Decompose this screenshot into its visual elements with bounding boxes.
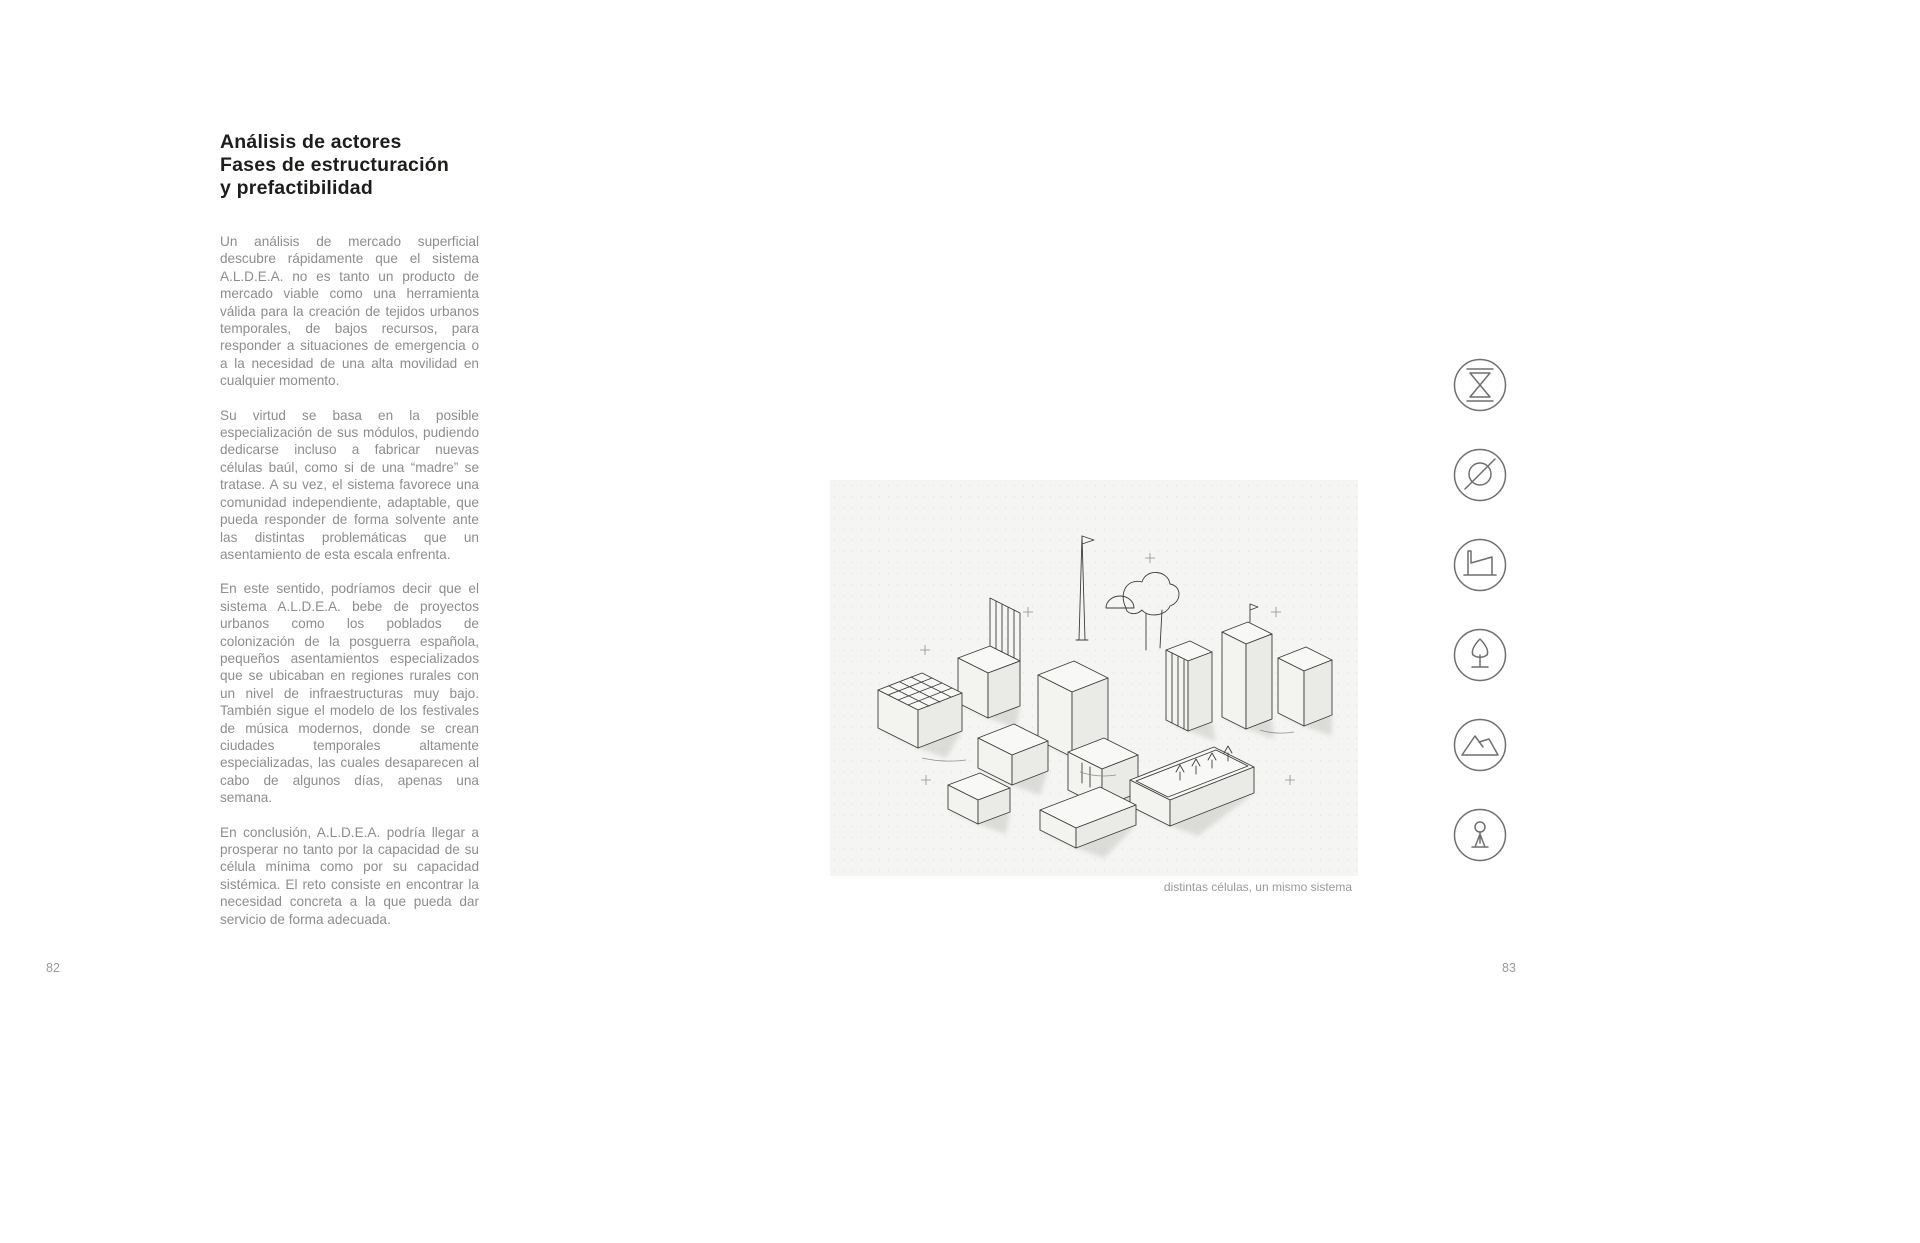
factory-icon (1452, 537, 1508, 593)
module-city-sketch (830, 480, 1358, 876)
body-paragraph: Su virtud se basa en la posible especialización de sus módulos, pudiendo dedicarse incluso a fabricar nuevas células baúl, como si de una “madre” se tratase. A su vez, el sistema favorece una comunidad independiente, adaptable, que pueda responder de forma solvente ante las distintas problemáticas que un asentamiento de esta escala enfrenta. (220, 407, 479, 562)
figure-caption: distintas células, un mismo sistema (1163, 880, 1352, 894)
heading-line-3: y prefactibilidad (220, 177, 373, 199)
mountains-icon (1452, 717, 1508, 773)
heading-line-2: Fases de estructuración (220, 154, 449, 176)
figure-sketch (830, 480, 1358, 876)
no-entry-icon (1452, 447, 1508, 503)
body-paragraph: Un análisis de mercado superficial descubre rápidamente que el sistema A.L.D.E.A. no es tanto un producto de mercado viable como una herramienta válida para la creación de tejidos urbanos temporales, de bajos recursos, para responder a situaciones de emergencia o a la necesidad de una alta movilidad en cualquier momento. (220, 234, 479, 389)
person-icon (1452, 807, 1508, 863)
section-heading (220, 131, 520, 200)
page-number-right: 83 (1502, 961, 1516, 975)
body-paragraph: En conclusión, A.L.D.E.A. podría llegar a prosperar no tanto por la capacidad de su célula mínima como por su capacidad sistémica. El reto consiste en encontrar la necesidad concreta a la que pueda dar servicio de forma adecuada. (220, 824, 479, 927)
tree-icon (1452, 627, 1508, 683)
icon-strip (1452, 357, 1508, 863)
heading-line-1: Análisis de actores (220, 131, 402, 153)
body-text-column (220, 233, 479, 945)
body-paragraph: En este sentido, podríamos decir que el sistema A.L.D.E.A. bebe de proyectos urbanos como los poblados de colonización de la posguerra española, pequeños asentamientos especializados que se ubicaban en regiones rurales con un nivel de infraestructuras muy bajo. También sigue el modelo de los festivales de música modernos, donde se crean ciudades temporales altamente especializadas, las cuales desaparecen al cabo de algunos días, apenas una semana. (220, 581, 479, 806)
page-number-left: 82 (46, 961, 60, 975)
hourglass-icon (1452, 357, 1508, 413)
